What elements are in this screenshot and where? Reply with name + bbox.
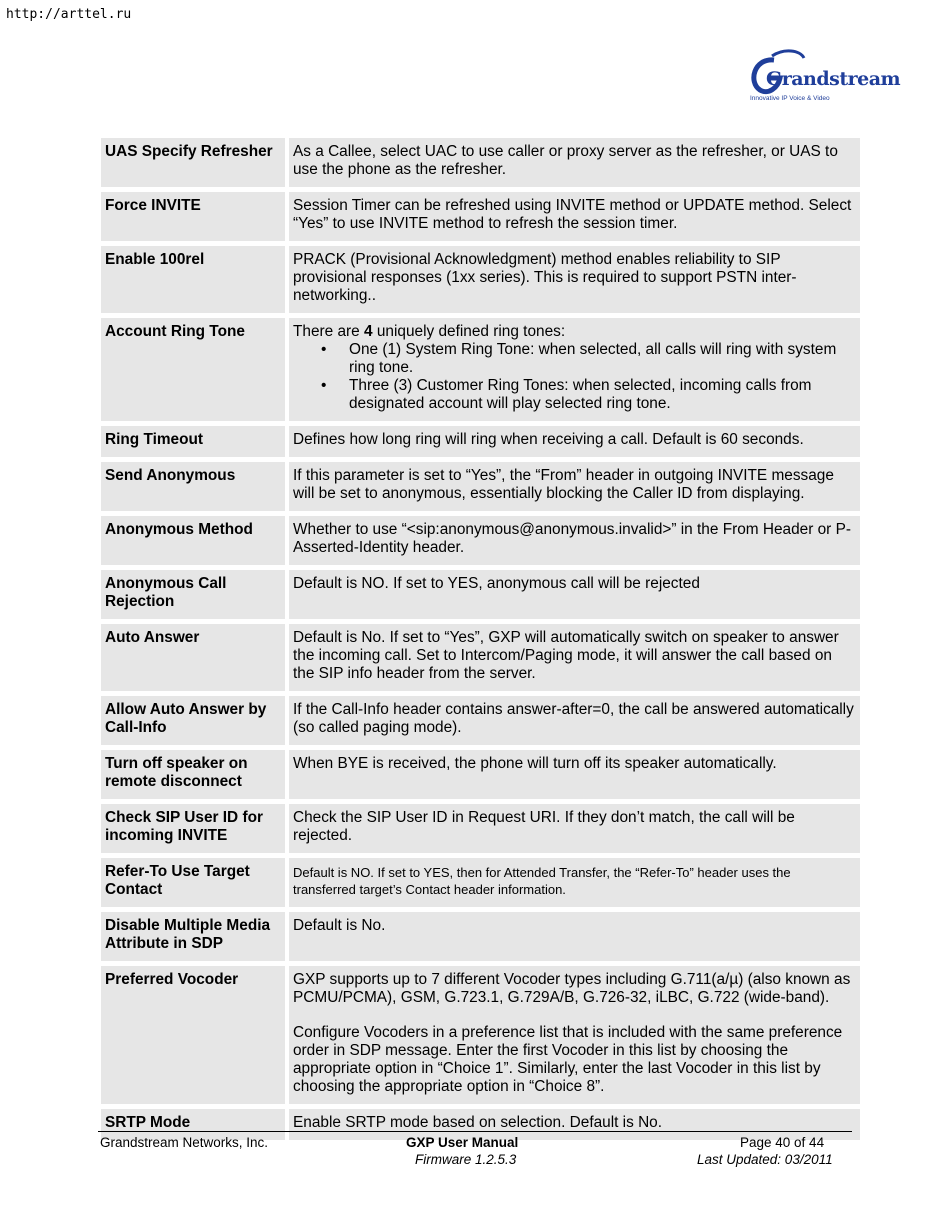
footer-manual-title: GXP User Manual bbox=[406, 1135, 519, 1150]
setting-label: Check SIP User ID for incoming INVITE bbox=[101, 804, 285, 853]
description-paragraph: Whether to use “<sip:anonymous@anonymous.invalid>” in the From Header or P-Asserted-Identity header. bbox=[293, 521, 851, 556]
footer-divider bbox=[98, 1131, 852, 1132]
setting-description bbox=[289, 318, 860, 421]
setting-description bbox=[289, 804, 860, 853]
description-paragraph: Enable SRTP mode based on selection. Default is No. bbox=[293, 1114, 663, 1131]
footer-firmware: Firmware 1.2.5.3 bbox=[415, 1152, 517, 1167]
table-row bbox=[101, 966, 860, 1104]
description-paragraph: PRACK (Provisional Acknowledgment) method enables reliability to SIP provisional responses (1xx series). This is required to support PSTN inter-networking.. bbox=[293, 251, 797, 304]
setting-description bbox=[289, 966, 860, 1104]
setting-label: Refer-To Use Target Contact bbox=[101, 858, 285, 907]
setting-label: Auto Answer bbox=[101, 624, 285, 691]
grandstream-logo bbox=[744, 48, 901, 108]
setting-description bbox=[289, 570, 860, 619]
setting-description bbox=[289, 462, 860, 511]
settings-table bbox=[101, 138, 860, 1145]
description-paragraph: Configure Vocoders in a preference list that is included with the same preference order in SDP message. Enter the first Vocoder in this list by choosing the appropriate option in “Choice 1”. Similarly, enter the last Vocoder in this list by choosing the appropriate option in “Choice 8”. bbox=[293, 1024, 843, 1095]
description-paragraph: As a Callee, select UAC to use caller or proxy server as the refresher, or UAS to use the phone as the refresher. bbox=[293, 143, 838, 178]
table-row bbox=[101, 912, 860, 961]
footer-company: Grandstream Networks, Inc. bbox=[100, 1135, 269, 1150]
setting-label: Send Anonymous bbox=[101, 462, 285, 511]
description-paragraph: GXP supports up to 7 different Vocoder types including G.711(a/µ) (also known as PCMU/PCMA), GSM, G.723.1, G.729A/B, G.726-32, iLBC, G.722 (wide-band). bbox=[293, 971, 851, 1006]
table-row bbox=[101, 696, 860, 745]
setting-description bbox=[289, 912, 860, 961]
setting-label: UAS Specify Refresher bbox=[101, 138, 285, 187]
description-paragraph: If this parameter is set to “Yes”, the “From” header in outgoing INVITE message will be set to anonymous, essentially blocking the Caller ID from displaying. bbox=[293, 467, 834, 502]
description-intro bbox=[293, 323, 856, 341]
description-paragraph: Session Timer can be refreshed using INVITE method or UPDATE method. Select “Yes” to use INVITE method to refresh the session timer. bbox=[293, 197, 852, 232]
setting-description bbox=[289, 858, 860, 907]
setting-label: Turn off speaker on remote disconnect bbox=[101, 750, 285, 799]
description-paragraph: Default is No. bbox=[293, 917, 386, 934]
logo-wordmark: Grandstream bbox=[766, 68, 901, 90]
setting-description bbox=[289, 750, 860, 799]
table-row bbox=[101, 750, 860, 799]
intro-text: 4 bbox=[364, 323, 373, 340]
footer-last-updated: Last Updated: 03/2011 bbox=[697, 1152, 833, 1167]
setting-label: Allow Auto Answer by Call-Info bbox=[101, 696, 285, 745]
table-row bbox=[101, 624, 860, 691]
logo-tagline: Innovative IP Voice & Video bbox=[750, 95, 830, 102]
setting-label: Enable 100rel bbox=[101, 246, 285, 313]
description-paragraph: Check the SIP User ID in Request URI. If they don’t match, the call will be rejected. bbox=[293, 809, 795, 844]
setting-description bbox=[289, 138, 860, 187]
footer-page-number: Page 40 of 44 bbox=[740, 1135, 825, 1150]
table-row bbox=[101, 426, 860, 457]
table-row bbox=[101, 462, 860, 511]
setting-label: Account Ring Tone bbox=[101, 318, 285, 421]
source-url[interactable]: http://arttel.ru bbox=[6, 7, 132, 22]
setting-label: Preferred Vocoder bbox=[101, 966, 285, 1104]
setting-label: Force INVITE bbox=[101, 192, 285, 241]
table-row bbox=[101, 138, 860, 187]
table-row bbox=[101, 804, 860, 853]
table-row bbox=[101, 318, 860, 421]
table-row bbox=[101, 858, 860, 907]
description-paragraph: Defines how long ring will ring when receiving a call. Default is 60 seconds. bbox=[293, 431, 804, 448]
setting-description bbox=[289, 696, 860, 745]
table-row bbox=[101, 570, 860, 619]
table-row bbox=[101, 192, 860, 241]
setting-description bbox=[289, 192, 860, 241]
bullet-list bbox=[293, 341, 856, 413]
intro-text: uniquely defined ring tones: bbox=[372, 323, 566, 340]
description-paragraph: If the Call-Info header contains answer-after=0, the call be answered automatically (so called paging mode). bbox=[293, 701, 854, 736]
description-paragraph: Default is NO. If set to YES, then for Attended Transfer, the “Refer-To” header uses the transferred target’s Contact header information. bbox=[293, 865, 791, 897]
setting-description bbox=[289, 516, 860, 565]
setting-description bbox=[289, 624, 860, 691]
setting-label: Anonymous Call Rejection bbox=[101, 570, 285, 619]
setting-description bbox=[289, 246, 860, 313]
setting-label: Disable Multiple Media Attribute in SDP bbox=[101, 912, 285, 961]
list-item: • One (1) System Ring Tone: when selected, all calls will ring with system ring tone. bbox=[349, 341, 856, 377]
intro-text: There are bbox=[293, 323, 365, 340]
table-row bbox=[101, 246, 860, 313]
setting-label: SRTP Mode bbox=[101, 1109, 285, 1140]
setting-description bbox=[289, 426, 860, 457]
description-paragraph: When BYE is received, the phone will turn off its speaker automatically. bbox=[293, 755, 777, 772]
list-item: • Three (3) Customer Ring Tones: when selected, incoming calls from designated account will play selected ring tone. bbox=[349, 377, 856, 413]
description-paragraph: Default is NO. If set to YES, anonymous call will be rejected bbox=[293, 575, 700, 592]
setting-label: Ring Timeout bbox=[101, 426, 285, 457]
description-paragraph: Default is No. If set to “Yes”, GXP will automatically switch on speaker to answer the incoming call. Set to Intercom/Paging mode, it will answer the call based on the SIP info header from the server. bbox=[293, 629, 839, 682]
setting-label: Anonymous Method bbox=[101, 516, 285, 565]
table-row bbox=[101, 516, 860, 565]
